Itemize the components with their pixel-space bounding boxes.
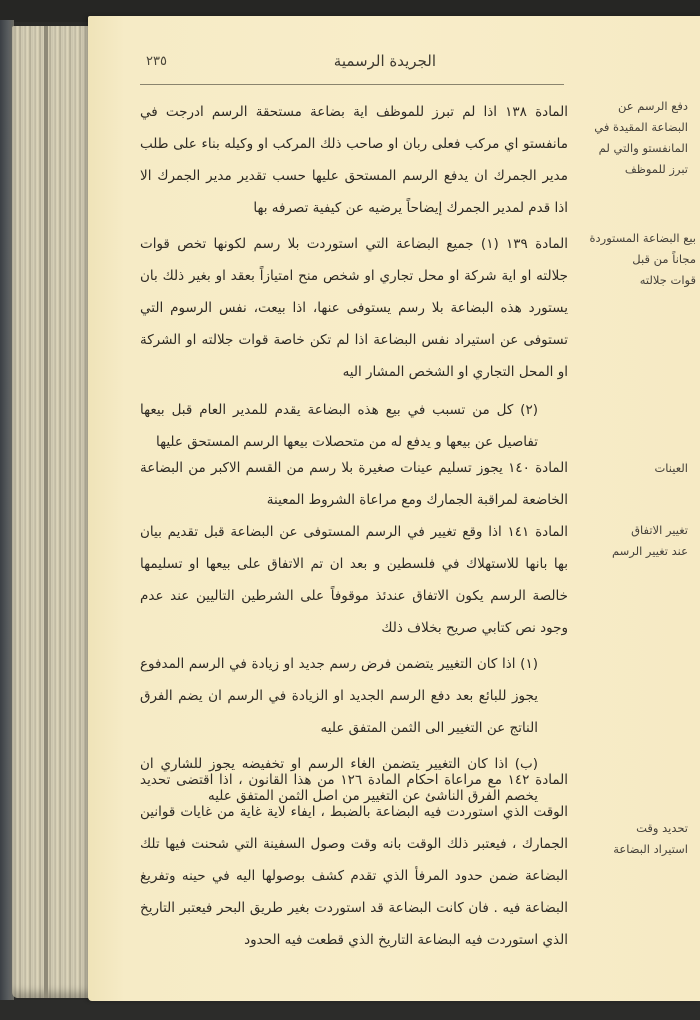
margin-note-line: تحديد وقت [636, 821, 688, 835]
margin-note-line: البضاعة المقيدة في [594, 120, 688, 134]
margin-note-line: المانفستو والتي لم [598, 141, 688, 155]
article-text [140, 228, 568, 458]
article-text [140, 764, 568, 956]
paragraph: المادة ١٣٩ (١) جميع البضاعة التي استوردت بلا رسم لكونها تخص قوات جلالته او اية شركة او محل تجاري او شخص منح امتيازاً بعقد او بغير ذلك بان يستورد هذه البضاعة بلا رسم يستوفى عنها، اذا بيعت، نفس الرسوم التي تستوفى عن استيراد نفس البضاعة اذا لم تكن خاصة قوات جلالته او الشركة او المحل التجاري او الشخص المشار اليه [140, 236, 568, 380]
book-page [88, 16, 700, 1001]
margin-note-line: عند تغيير الرسم [611, 544, 688, 558]
margin-note-line: تبرز للموظف [624, 162, 688, 176]
article-text [140, 96, 568, 224]
journal-title: الجريدة الرسمية [333, 52, 436, 70]
margin-note-line: تغيير الاتفاق [631, 523, 688, 537]
margin-note [590, 818, 688, 860]
margin-note-line: بيع البضاعة المستوردة [589, 231, 696, 245]
paragraph: المادة ١٤٠ يجوز تسليم عينات صغيرة بلا رسم من القسم الاكبر من البضاعة الخاضعة لمراقبة الجمارك ومع مراعاة الشروط المعينة [140, 460, 568, 508]
paragraph: (ب) اذا كان التغيير يتضمن الغاء الرسم او تخفيضه يجوز للشاري ان يخصم الفرق الناشئ عن التغيير من اصل الثمن المتفق عليه [140, 756, 538, 804]
margin-note-line: العينات [654, 461, 688, 475]
paragraph: المادة ١٤١ اذا وقع تغيير في الرسم المستوفى عن البضاعة قبل تقديم بيان بها بانها للاستهلاك في فلسطين و بعد ان تم الاتفاق على بيعها او تسليمها خالصة الرسم يكون الاتفاق عندئذ موقوفاً على الشرطين التاليين عند عدم وجود نص كتابي صريح بخلاف ذلك [140, 524, 568, 636]
paragraph: (١) اذا كان التغيير يتضمن فرض رسم جديد او زيادة في الرسم المدفوع يجوز للبائع بعد دفع الرسم الجديد او الزيادة في الرسم ان يضم الفرق الناتج عن التغيير الى الثمن المتفق عليه [140, 656, 538, 736]
paragraph: (٢) كل من تسبب في بيع هذه البضاعة يقدم للمدير العام قبل بيعها تفاصيل عن بيعها و يدفع له من متحصلات بيعها الرسم المستحق عليها [140, 402, 538, 450]
margin-note-line: مجاناً من قبل [632, 252, 696, 266]
margin-note [590, 458, 688, 479]
margin-note-line: استيراد البضاعة [613, 842, 688, 856]
margin-note [584, 228, 696, 291]
margin-note [590, 96, 688, 180]
paragraph: المادة ١٣٨ اذا لم تبرز للموظف اية بضاعة مستحقة الرسم ادرجت في مانفستو اي مركب فعلى ربان او صاحب ذلك المركب او وكيله بناء على طلب مدير الجمرك ان يدفع الرسم المستحق عليها حسب تقدير مدير الجمرك الا اذا قدم لمدير الجمرك إيضاحاً يرضيه عن كيفية تصرفه بها [140, 104, 568, 216]
backdrop-bottom [0, 1000, 700, 1020]
margin-note [590, 520, 688, 562]
article-text [140, 452, 568, 516]
page-stack-divider [44, 26, 48, 998]
page-stack-edges [12, 26, 90, 998]
page-number: ٢٣٥ [146, 54, 167, 69]
paragraph: المادة ١٤٢ مع مراعاة احكام المادة ١٢٦ من هذا القانون ، اذا اقتضى تحديد الوقت الذي استوردت فيه البضاعة بالضبط ، ايفاء لاية غاية من غايات قوانين الجمارك ، فيعتبر ذلك الوقت بانه وقت وصول السفينة التي شحنت فيها تلك البضاعة ضمن حدود المرفأ الذي تقدم كشف بوصولها اليه في حينه وتفريغ البضاعة فيه . فان كانت البضاعة قد استوردت بغير طريق البحر فيعتبر التاريخ الذي استوردت فيه البضاعة التاريخ الذي قطعت فيه الحدود [140, 772, 568, 948]
header-rule [140, 84, 564, 85]
margin-note-line: قوات جلالته [639, 273, 696, 287]
margin-note-line: دفع الرسم عن [618, 99, 688, 113]
running-header [146, 52, 646, 74]
